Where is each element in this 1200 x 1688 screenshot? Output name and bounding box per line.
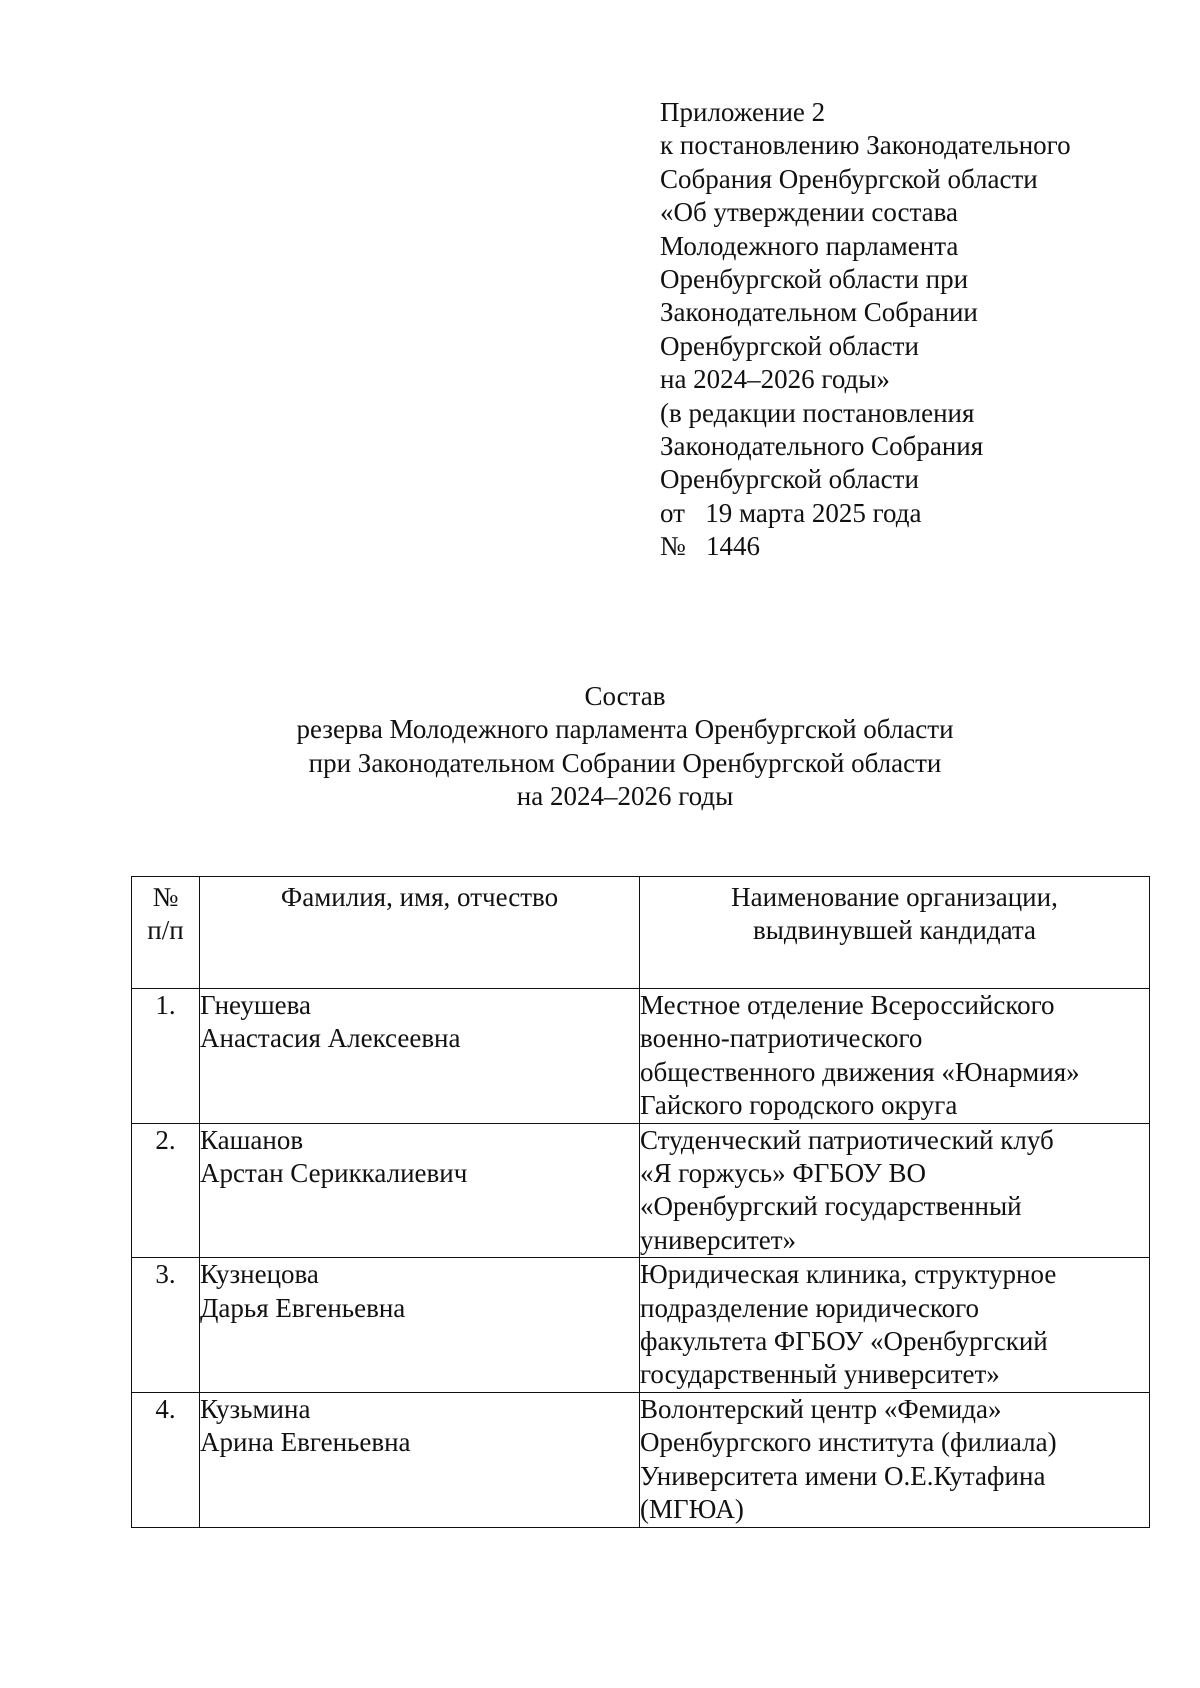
appendix-line: Оренбургской области — [660, 464, 919, 495]
appendix-header — [660, 96, 1160, 564]
header-name — [200, 877, 640, 989]
appendix-line: к постановлению Законодательного — [660, 130, 1071, 161]
org-line: факультета ФГБОУ «Оренбургский — [640, 1326, 1048, 1357]
header-name-line: Фамилия, имя, отчество — [280, 882, 559, 912]
header-org-line: выдвинувшей кандидата — [753, 915, 1036, 946]
surname: Кузьмина — [200, 1393, 311, 1424]
row-full-name — [200, 1123, 640, 1258]
row-number: 2. — [132, 1123, 200, 1258]
date-prefix: от — [660, 497, 685, 528]
resolution-date — [660, 497, 1160, 530]
table-row — [132, 1123, 1150, 1258]
surname: Гнеушева — [200, 990, 311, 1020]
surname: Кузнецова — [200, 1259, 319, 1290]
row-number: 1. — [132, 989, 200, 1124]
appendix-line: Законодательного Собрания — [660, 431, 984, 462]
org-line: «Оренбургский государственный — [640, 1191, 1022, 1222]
org-line: общественного движения «Юнармия» — [640, 1056, 1080, 1087]
number-prefix: № — [660, 531, 686, 562]
document-title — [0, 680, 1200, 814]
header-num — [132, 877, 200, 989]
org-line: Оренбургского института (филиала) — [640, 1427, 1057, 1458]
appendix-line: на 2024–2026 годы» — [660, 364, 890, 395]
row-organization — [640, 989, 1150, 1124]
header-org-line: Наименование организации, — [731, 882, 1058, 912]
table-row — [132, 989, 1150, 1124]
table-row — [132, 1392, 1150, 1527]
given-names: Анастасия Алексеевна — [200, 1023, 461, 1054]
resolution-number — [660, 530, 1160, 563]
header-org — [640, 877, 1150, 989]
org-line: военно-патриотического — [640, 1023, 923, 1054]
given-names: Арстан Сериккалиевич — [200, 1158, 468, 1189]
table-header-row — [132, 877, 1150, 989]
row-organization — [640, 1392, 1150, 1527]
row-full-name — [200, 1258, 640, 1393]
date-value: 19 марта 2025 года — [705, 497, 922, 528]
appendix-line: «Об утверждении состава — [660, 197, 958, 228]
appendix-line: Оренбургской области — [660, 330, 919, 361]
org-line: государственный университет» — [640, 1359, 1000, 1390]
title-line: при Законодательном Собрании Оренбургской области — [308, 747, 942, 778]
appendix-line: Приложение 2 — [660, 97, 826, 127]
appendix-line: Молодежного парламента — [660, 230, 959, 261]
number-value: 1446 — [706, 531, 761, 562]
row-number: 3. — [132, 1258, 200, 1393]
row-full-name — [200, 1392, 640, 1527]
appendix-line: Собрания Оренбургской области — [660, 163, 1038, 194]
row-organization — [640, 1258, 1150, 1393]
title-line: Состав — [584, 681, 666, 711]
org-line: подразделение юридического — [640, 1292, 980, 1323]
table-row — [132, 1258, 1150, 1393]
org-line: Волонтерский центр «Фемида» — [640, 1393, 1002, 1424]
header-num-line: п/п — [147, 915, 184, 946]
org-line: Юридическая клиника, структурное — [640, 1259, 1057, 1290]
roster-table — [131, 876, 1150, 1528]
org-line: (МГЮА) — [640, 1494, 744, 1525]
org-line: Гайского городского округа — [640, 1090, 958, 1121]
org-line: Студенческий патриотический клуб — [640, 1124, 1054, 1155]
header-num-line: № — [152, 882, 179, 912]
title-line: на 2024–2026 годы — [516, 781, 734, 812]
row-organization — [640, 1123, 1150, 1258]
appendix-line: Оренбургской области при — [660, 264, 969, 295]
given-names: Дарья Евгеньевна — [200, 1292, 406, 1323]
org-line: Университета имени О.Е.Кутафина — [640, 1460, 1046, 1491]
org-line: Местное отделение Всероссийского — [640, 990, 1055, 1020]
title-line: резерва Молодежного парламента Оренбургской области — [296, 714, 954, 745]
surname: Кашанов — [200, 1124, 304, 1155]
row-number: 4. — [132, 1392, 200, 1527]
org-line: «Я горжусь» ФГБОУ ВО — [640, 1158, 926, 1189]
org-line: университет» — [640, 1224, 796, 1255]
given-names: Арина Евгеньевна — [200, 1427, 411, 1458]
appendix-line: Законодательном Собрании — [660, 297, 978, 328]
appendix-line: (в редакции постановления — [660, 397, 975, 428]
row-full-name — [200, 989, 640, 1124]
